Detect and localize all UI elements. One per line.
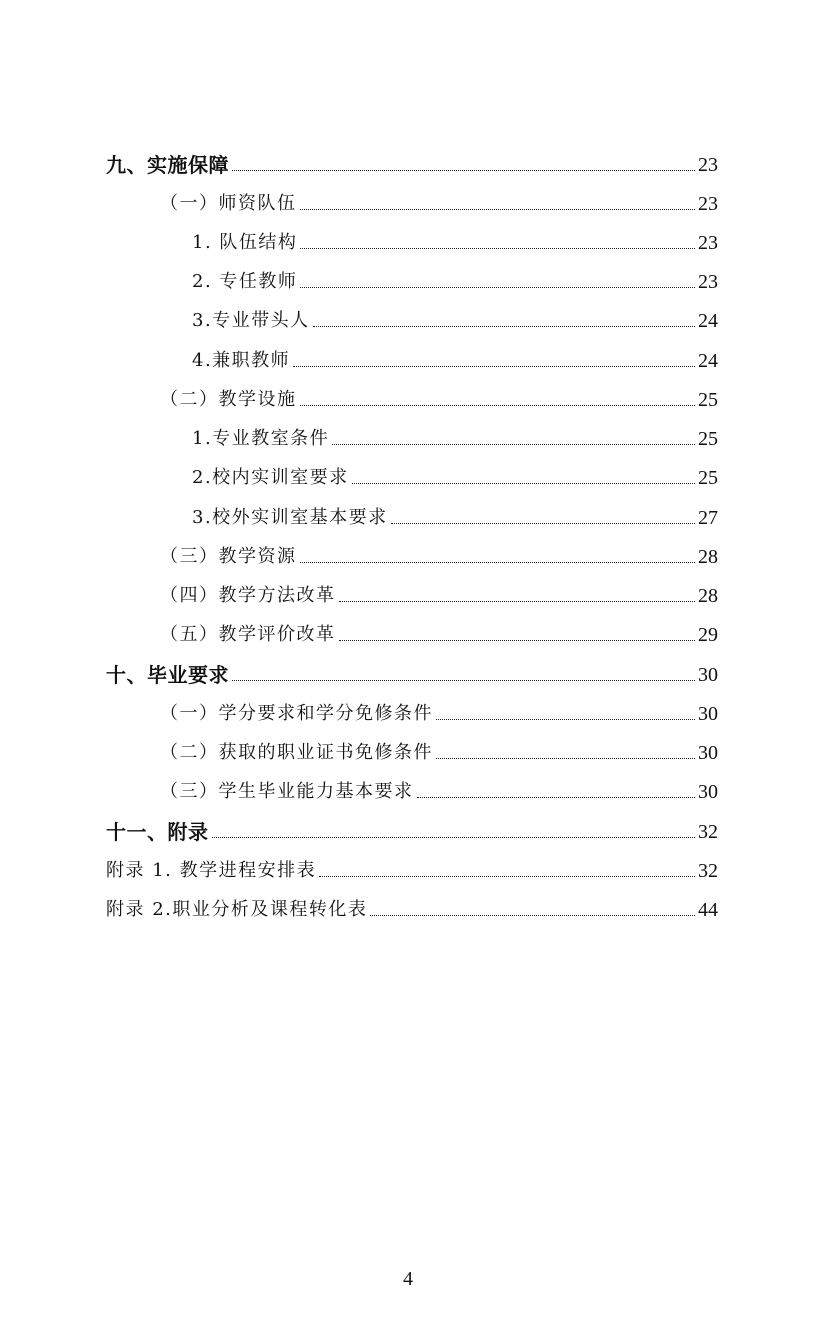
- toc-entry-page: 30: [698, 781, 718, 803]
- toc-leader: [300, 405, 696, 406]
- toc-entry-page: 30: [698, 664, 718, 686]
- toc-entry[interactable]: [192, 302, 718, 332]
- toc-leader: [300, 287, 695, 288]
- toc-entry-page: 30: [698, 703, 718, 725]
- toc-entry-page: 30: [698, 742, 718, 764]
- toc-entry-title: 十一、附录: [106, 820, 209, 844]
- toc-leader: [339, 601, 696, 602]
- toc-entry[interactable]: [106, 852, 718, 882]
- toc-entry-page: 23: [698, 193, 718, 215]
- toc-entry[interactable]: [160, 616, 718, 646]
- toc-entry[interactable]: [106, 891, 718, 921]
- toc-entry[interactable]: [160, 773, 718, 803]
- toc-entry[interactable]: [192, 420, 718, 450]
- toc-entry-title: 1. 队伍结构: [192, 232, 298, 253]
- toc-leader: [293, 366, 695, 367]
- toc-entry-page: 23: [698, 154, 718, 176]
- toc-entry-title: 2. 专任教师: [192, 271, 298, 292]
- toc-leader: [332, 444, 695, 445]
- toc-entry-title: 九、实施保障: [106, 153, 229, 177]
- toc-leader: [339, 640, 696, 641]
- toc-entry[interactable]: [106, 146, 718, 176]
- toc-entry-title: （四）教学方法改革: [160, 585, 336, 606]
- toc-leader: [232, 680, 695, 681]
- toc-leader: [319, 876, 695, 877]
- toc-entry-title: （一）学分要求和学分免修条件: [160, 703, 433, 724]
- toc-entry[interactable]: [160, 538, 718, 568]
- toc-leader: [300, 248, 695, 249]
- toc-entry-page: 24: [698, 310, 718, 332]
- toc-entry-title: 3.专业带头人: [192, 310, 310, 331]
- toc-entry-title: 3.校外实训室基本要求: [192, 507, 388, 528]
- toc-entry-title: 十、毕业要求: [106, 663, 229, 687]
- toc-entry-title: 1.专业教室条件: [192, 428, 330, 449]
- toc-leader: [391, 523, 695, 524]
- toc-entry[interactable]: [160, 381, 718, 411]
- toc-entry[interactable]: [160, 577, 718, 607]
- toc-entry[interactable]: [192, 263, 718, 293]
- toc-entry-page: 23: [698, 271, 718, 293]
- toc-leader: [300, 562, 696, 563]
- toc-entry[interactable]: [106, 656, 718, 686]
- toc-entry-title: 附录 2.职业分析及课程转化表: [106, 899, 368, 920]
- toc-entry-title: （三）教学资源: [160, 546, 297, 567]
- toc-entry-page: 25: [698, 428, 718, 450]
- toc-entry[interactable]: [192, 499, 718, 529]
- toc-entry-title: 4.兼职教师: [192, 350, 291, 371]
- toc-entry-title: 附录 1. 教学进程安排表: [106, 860, 317, 881]
- toc-entry-page: 25: [698, 467, 718, 489]
- toc-leader: [232, 170, 695, 171]
- toc-leader: [417, 797, 696, 798]
- toc-entry-title: 2.校内实训室要求: [192, 467, 349, 488]
- toc-entry-page: 28: [698, 585, 718, 607]
- toc-leader: [212, 837, 696, 838]
- toc-entry[interactable]: [160, 734, 718, 764]
- toc-entry[interactable]: [192, 342, 718, 372]
- toc-leader: [370, 915, 695, 916]
- toc-leader: [313, 326, 695, 327]
- toc-leader: [300, 209, 696, 210]
- toc-entry-page: 28: [698, 546, 718, 568]
- toc-entry-page: 44: [698, 899, 718, 921]
- toc-entry-title: （三）学生毕业能力基本要求: [160, 781, 414, 802]
- toc-entry[interactable]: [160, 185, 718, 215]
- toc-entry-title: （一）师资队伍: [160, 193, 297, 214]
- toc-entry[interactable]: [106, 813, 718, 843]
- toc-entry-page: 24: [698, 350, 718, 372]
- toc-entry[interactable]: [192, 459, 718, 489]
- toc-entry-page: 29: [698, 624, 718, 646]
- toc-entry[interactable]: [192, 224, 718, 254]
- toc-entry-title: （二）教学设施: [160, 389, 297, 410]
- page-number: 4: [403, 1268, 413, 1290]
- toc-entry-page: 32: [698, 821, 718, 843]
- toc-leader: [436, 758, 695, 759]
- toc-entry-title: （五）教学评价改革: [160, 624, 336, 645]
- toc-entry-page: 32: [698, 860, 718, 882]
- toc-leader: [436, 719, 695, 720]
- toc-entry-page: 25: [698, 389, 718, 411]
- toc-entry-page: 27: [698, 507, 718, 529]
- toc-entry[interactable]: [160, 695, 718, 725]
- toc-leader: [352, 483, 695, 484]
- toc-entry-title: （二）获取的职业证书免修条件: [160, 742, 433, 763]
- toc-entry-page: 23: [698, 232, 718, 254]
